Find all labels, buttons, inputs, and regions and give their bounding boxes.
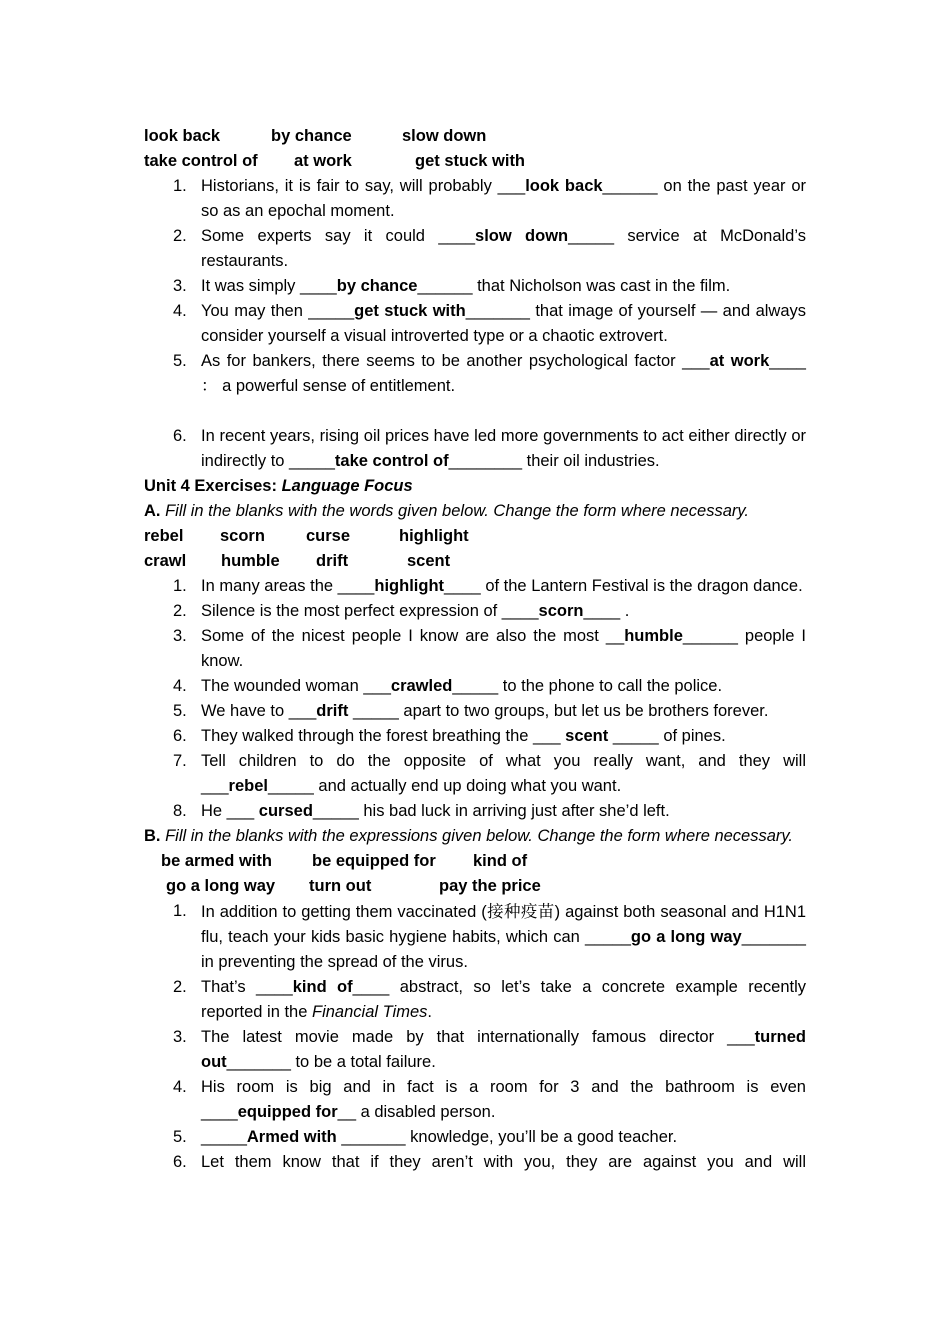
answer: get stuck with [354, 302, 466, 320]
answer: highlight [374, 577, 445, 595]
answer: cursed [258, 802, 313, 820]
exercise-item: 2. Silence is the most perfect expression of ____scorn____ . [173, 602, 630, 620]
exercise-item: 1. Historians, it is fair to say, will probably ___look back______ on the past year or so as an epochal moment. [173, 177, 806, 220]
exercise-item: 4. His room is big and in fact is a room for 3 and the bathroom is even ____equipped for__ a disabled person. [173, 1078, 806, 1121]
word-bank-item: scorn [220, 527, 265, 545]
word-bank-item: go a long way [166, 877, 276, 895]
section-b-instruction: B. Fill in the blanks with the expressions given below. Change the form where necessary. [144, 827, 794, 845]
exercise-item: 6. In recent years, rising oil prices have led more governments to act either directly or indirectly to _____take control of________ their oil industries. [173, 427, 806, 470]
answer: at work [709, 352, 770, 370]
word-bank-row [144, 849, 806, 874]
exercise-item: 5. _____Armed with _______ knowledge, you’ll be a good teacher. [173, 1128, 678, 1146]
unit-heading: Unit 4 Exercises: Language Focus [144, 477, 413, 495]
answer: slow down [475, 227, 569, 245]
exercise-item: 4. You may then _____get stuck with_______ that image of yourself — and always consider yourself a visual introverted type or a chaotic extrovert. [173, 302, 807, 345]
answer: Armed with [246, 1128, 337, 1146]
word-bank-item: curse [306, 527, 351, 545]
exercise-item: 6. They walked through the forest breathing the ___ scent _____ of pines. [173, 727, 726, 745]
word-bank-row [144, 549, 806, 574]
answer: humble [624, 627, 683, 645]
section-label: B. [144, 827, 161, 845]
word-bank-row [144, 124, 806, 149]
exercise-item: 4. The wounded woman ___crawled_____ to the phone to call the police. [173, 677, 723, 695]
exercise-item: 2. Some experts say it could ____slow down_____ service at McDonald’s restaurants. [173, 227, 806, 270]
exercise-item: 5. We have to ___drift _____ apart to two groups, but let us be brothers forever. [173, 702, 769, 720]
answer: kind of [292, 978, 353, 996]
exercise-item: 2. That’s ____kind of____ abstract, so let’s take a concrete example recently reported in the Financial Times. [173, 978, 806, 1021]
word-bank-item: highlight [399, 527, 469, 545]
word-bank-row [144, 524, 806, 549]
exercise-item: 3. It was simply ____by chance______ that Nicholson was cast in the film. [173, 277, 731, 295]
exercise-item: 1. In many areas the ____highlight____ of the Lantern Festival is the dragon dance. [173, 577, 803, 595]
answer: drift [316, 702, 349, 720]
word-bank-item: turn out [309, 877, 372, 895]
answer: turned out [201, 1028, 806, 1071]
word-bank-item: get stuck with [415, 152, 526, 170]
exercise-item: 3. Some of the nicest people I know are also the most __humble______ people I know. [173, 627, 806, 670]
word-bank-item: be equipped for [312, 852, 436, 870]
word-bank-item: by chance [271, 127, 352, 145]
answer: scorn [538, 602, 584, 620]
exercise-item: 6. Let them know that if they aren’t with you, they are against you and will [173, 1153, 806, 1171]
word-bank-item: slow down [402, 127, 487, 145]
answer: scent [565, 727, 609, 745]
section-label: A. [144, 502, 161, 520]
word-bank-item: look back [144, 127, 221, 145]
word-bank-item: rebel [144, 527, 184, 545]
answer: look back [525, 177, 603, 195]
exercise-item: 3. The latest movie made by that internationally famous director ___turned out_______ to be a total failure. [173, 1028, 806, 1071]
exercise-item: 7. Tell children to do the opposite of what you really want, and they will ___rebel_____ and actually end up doing what you want. [173, 752, 806, 795]
exercise-item: 1. In addition to getting them vaccinated (接种疫苗) against both seasonal and H1N1 flu, teach your kids basic hygiene habits, which can _____go a long way_______ in preventing the spread of the virus. [173, 902, 807, 971]
exercise-item: 8. He ___ cursed_____ his bad luck in arriving just after she’d left. [173, 802, 670, 820]
answer: take control of [334, 452, 449, 470]
section-a-instruction: A. Fill in the blanks with the words given below. Change the form where necessary. [144, 502, 749, 520]
word-bank-item: crawl [144, 552, 187, 570]
word-bank-row [144, 149, 806, 174]
word-bank-item: take control of [144, 152, 258, 170]
answer: rebel [228, 777, 268, 795]
word-bank-item: pay the price [439, 877, 541, 895]
answer: by chance [336, 277, 418, 295]
answer: crawled [390, 677, 453, 695]
document-body [144, 124, 806, 1175]
blank-line [144, 399, 806, 424]
word-bank-item: at work [294, 152, 352, 170]
word-bank-item: kind of [473, 852, 528, 870]
word-bank-item: be armed with [161, 852, 272, 870]
answer: equipped for [237, 1103, 338, 1121]
word-bank-row [144, 874, 806, 899]
word-bank-item: drift [316, 552, 349, 570]
exercise-item: 5. As for bankers, there seems to be another psychological factor ___at work____ ： a powerful sense of entitlement. [173, 352, 806, 395]
answer: go a long way [630, 928, 742, 946]
word-bank-item: scent [407, 552, 451, 570]
word-bank-item: humble [221, 552, 280, 570]
